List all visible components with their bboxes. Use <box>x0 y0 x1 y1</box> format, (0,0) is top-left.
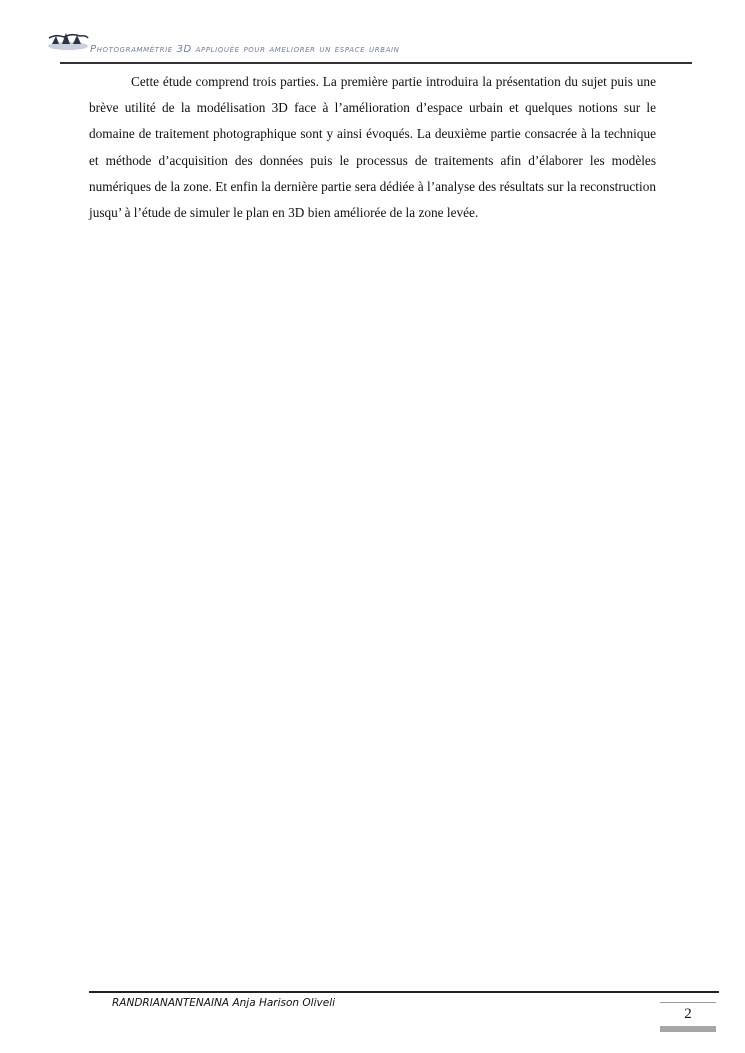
footer-divider <box>89 991 719 993</box>
institution-logo-icon <box>46 30 90 52</box>
body-paragraph: Cette étude comprend trois parties. La première partie introduira la présentation du sujet puis une brève utilité de la modélisation 3D face à l’amélioration d’espace urbain et quelques notions sur le domaine de traitement photographique sont y ainsi évoqués. La deuxième partie consacrée à la technique et méthode d’acquisition des données puis le processus de traitements afin d’élaborer les modèles numériques de la zone. Et enfin la dernière partie sera dédiée à l’analyse des résultats sur la reconstruction jusqu’ à l’étude de simuler le plan en 3D bien améliorée de la zone levée. <box>89 74 656 221</box>
page-number-box-top <box>660 1002 716 1003</box>
page-number: 2 <box>684 1006 692 1022</box>
header-divider <box>60 62 692 64</box>
page-number-box-bottom <box>660 1026 716 1032</box>
footer-author: RANDRIANANTENAINA Anja Harison Oliveli <box>112 997 336 1009</box>
header-title: Photogrammétrie 3D appliquée pour ameliorer un espace urbain <box>90 44 400 55</box>
